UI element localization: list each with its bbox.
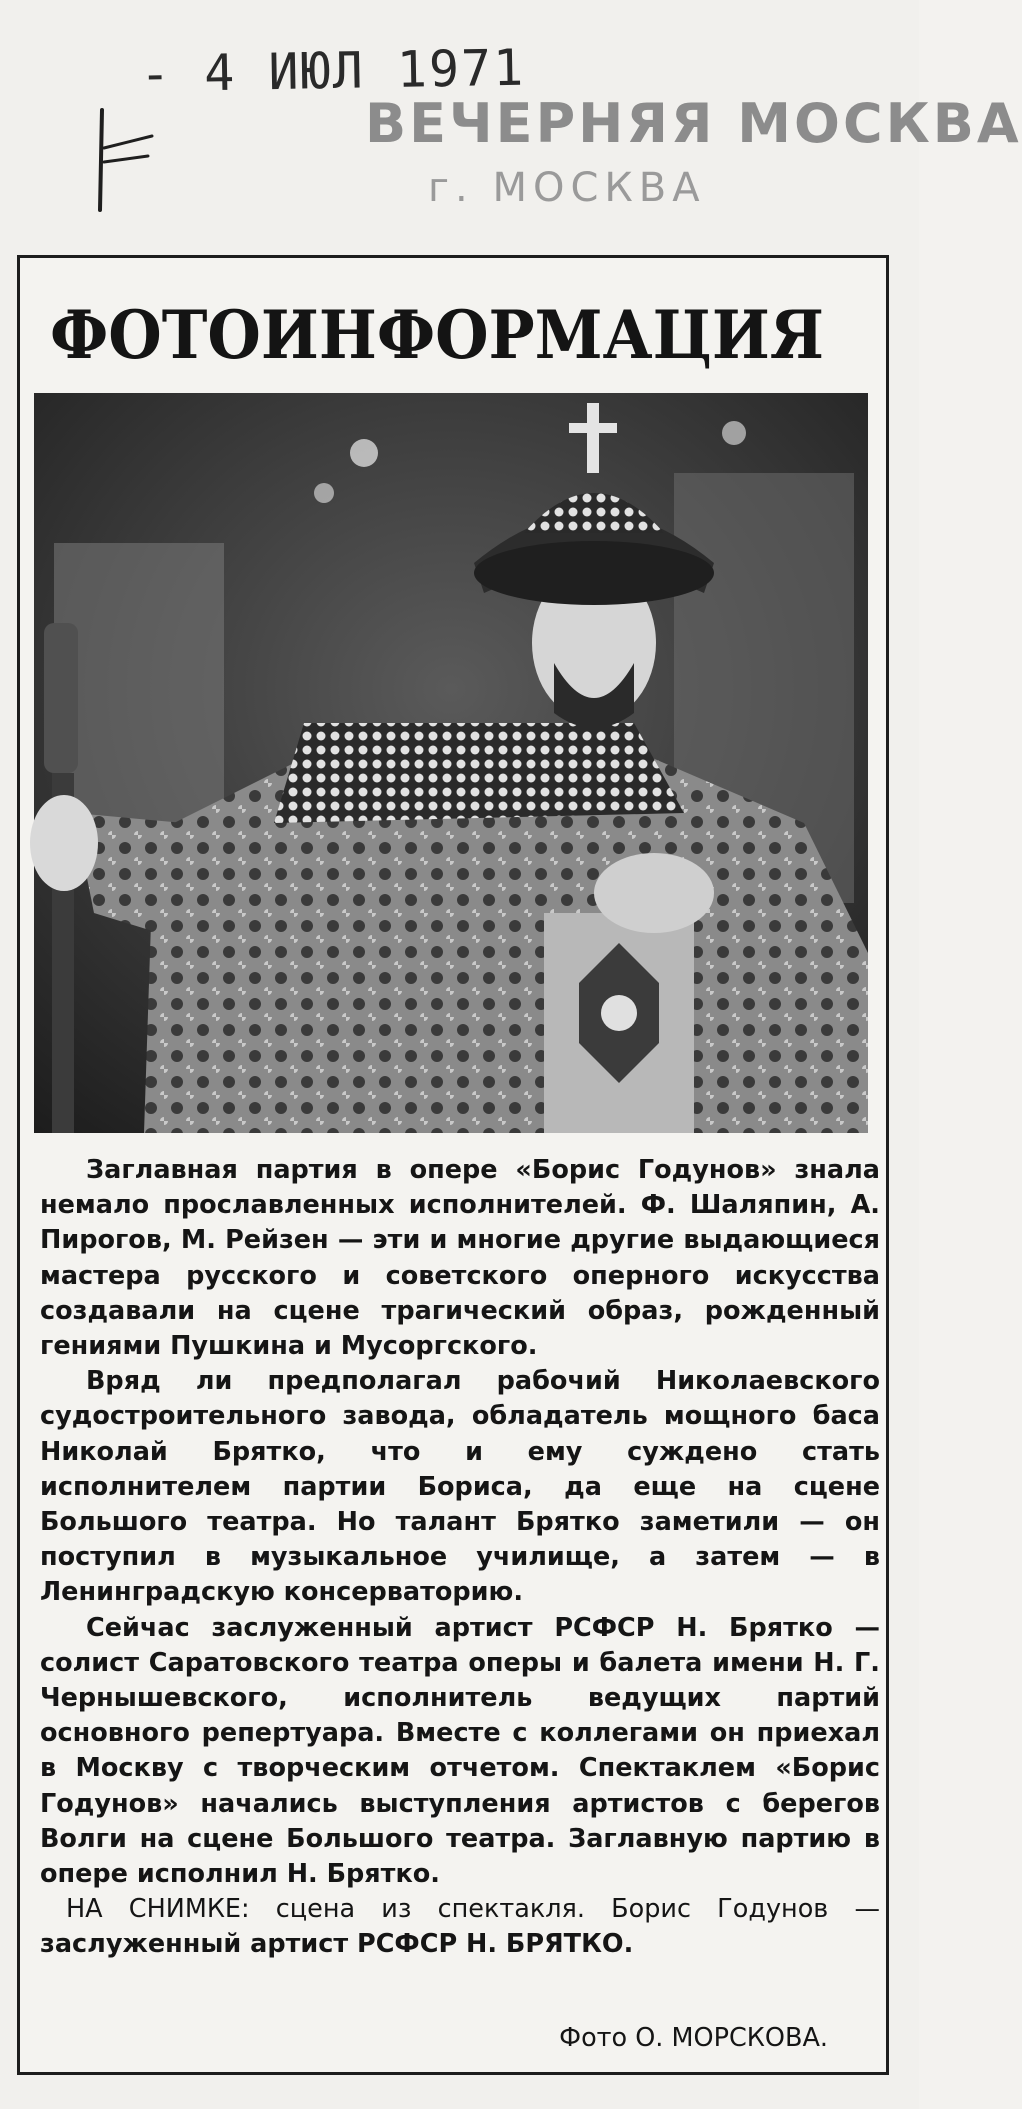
archive-stamp xyxy=(20,0,1022,255)
article-headline: ФОТОИНФОРМАЦИЯ xyxy=(50,296,825,374)
stamp-newspaper-name: ВЕЧЕРНЯЯ МОСКВА xyxy=(365,92,1022,155)
photo-caption xyxy=(40,1892,880,1962)
article-clipping xyxy=(17,255,889,2075)
article-paragraph: Заглавная партия в опере «Борис Годунов» знала немало прославленных исполнителей. Ф. Шаляпин, А. Пирогов, М. Рейзен — эти и многие другие выдающиеся мастера русского и советского оперного искусства создавали на сцене трагический образ, рожденный гениями Пушкина и Мусоргского. xyxy=(40,1155,880,1362)
article-paragraph: Сейчас заслуженный артист РСФСР Н. Брятко — солист Саратовского театра оперы и балета имени Н. Г. Чернышевского, исполнитель ведущих партий основного репертуара. Вместе с коллегами он приехал в Москву с творческим отчетом. Спектаклем «Борис Годунов» начались выступления артистов с берегов Волги на сцене Большого театра. Заглавную партию в опере исполнил Н. Брятко. xyxy=(40,1612,880,1890)
article-photo xyxy=(34,393,868,1133)
opera-scene-photo xyxy=(34,393,868,1133)
photo-caption-subject: заслуженный артист РСФСР Н. БРЯТКО. xyxy=(40,1929,634,1960)
stamp-date: - 4 ИЮЛ 1971 xyxy=(139,38,526,104)
photo-caption-lead: НА СНИМКЕ: сцена из спектакля. Борис Годунов — xyxy=(66,1894,880,1925)
handwritten-check-mark xyxy=(82,100,172,220)
photo-credit: Фото О. МОРСКОВА. xyxy=(559,2023,828,2053)
article-paragraph: Вряд ли предполагал рабочий Николаевского судостроительного завода, обладатель мощного баса Николай Брятко, что и ему суждено стать исполнителем партии Бориса, да еще на сцене Большого театра. Но талант Брятко заметили — он поступил в музыкальное училище, а затем — в Ленинградскую консерваторию. xyxy=(40,1366,880,1608)
stamp-city: г. МОСКВА xyxy=(428,165,706,211)
article-body xyxy=(40,1153,880,1963)
